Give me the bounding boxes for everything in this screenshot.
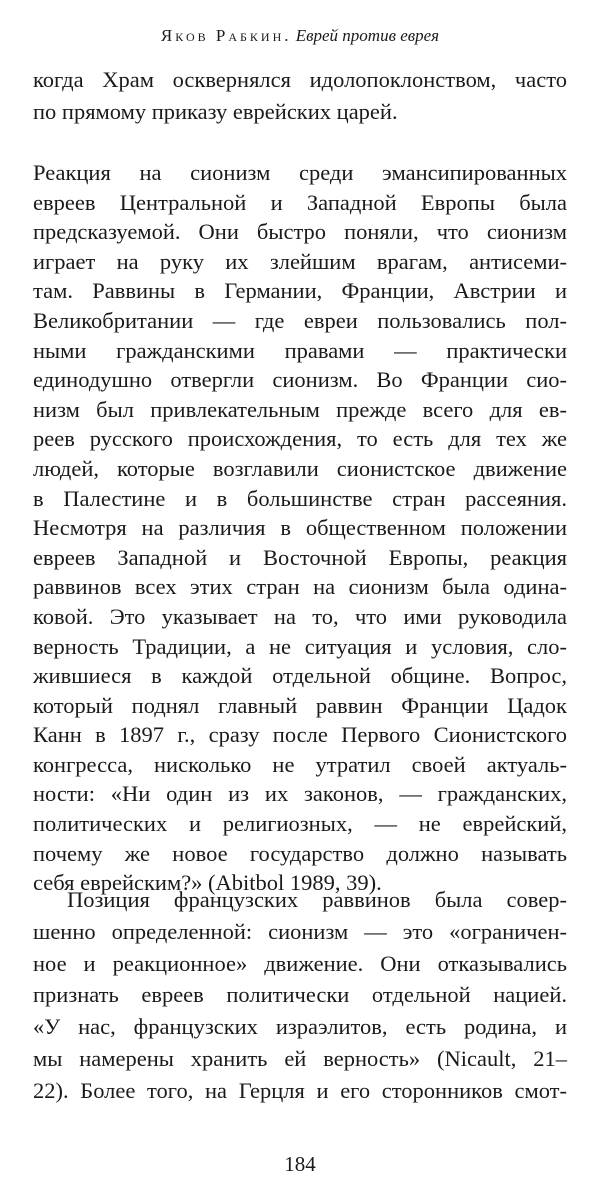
text-line: Реакция на сионизм среди эмансипированных [33,160,567,185]
text-line: «У нас, французских израэлитов, есть родина, и [33,1014,567,1040]
text-line: верность Традиции, а не ситуация и условия, сло- [33,633,567,659]
text-line: политических и религиозных, — не еврейский, [33,811,567,837]
text-line: играет на руку их злейшим врагам, антисеми- [33,248,567,274]
paragraph-1 [33,64,567,128]
text-line: когда Храм осквернялся идолопоклонством, часто [33,67,567,92]
text-line: евреев Центральной и Западной Европы была [33,189,567,215]
paragraph-3 [33,884,567,1107]
paragraph-2 [33,158,567,898]
text-line: Великобритании — где евреи пользовались пол- [33,307,567,333]
text-line: 22). Более того, на Герцля и его сторонников смот- [33,1077,567,1103]
text-line: Несмотря на различия в общественном положении [33,515,567,541]
text-line: предсказуемой. Они быстро поняли, что сионизм [33,219,567,245]
text-line: почему же новое государство должно называть [33,840,567,866]
text-line: шенно определенной: сионизм — это «ограничен- [33,918,567,944]
text-line: людей, которые возглавили сионистское движение [33,455,567,481]
text-line: Позиция французских раввинов была совер- [67,887,567,912]
text-line: себя еврейским?» (Abitbol 1989, 39). [33,870,382,896]
text-line: евреев Западной и Восточной Европы, реакция [33,544,567,570]
page-number: 184 [284,1152,316,1176]
text-line: раввинов всех этих стран на сионизм была одина- [33,574,567,600]
text-line: Канн в 1897 г., сразу после Первого Сионистского [33,722,567,748]
text-line: ное и реакционное» движение. Они отказывались [33,950,567,976]
text-line: ности: «Ни один из их законов, — гражданских, [33,781,567,807]
text-line: признать евреев политически отдельной нацией. [33,982,567,1008]
text-line: в Палестине и в большинстве стран рассеяния. [33,485,567,511]
text-line: жившиеся в каждой отдельной общине. Вопрос, [33,663,567,689]
text-line: ными гражданскими правами — практически [33,337,567,363]
text-line: единодушно отвергли сионизм. Во Франции сио- [33,367,567,393]
text-line: там. Раввины в Германии, Франции, Австрии и [33,278,567,304]
text-line: конгресса, нисколько не утратил своей актуаль- [33,751,567,777]
text-line: который поднял главный раввин Франции Цадок [33,692,567,718]
text-line: реев русского происхождения, то есть для тех же [33,426,567,452]
header-title: Еврей против еврея [295,26,440,45]
text-line: низм был привлекательным прежде всего для ев- [33,396,567,422]
header-author: Яков Рабкин. [160,26,292,45]
text-line: по прямому приказу еврейских царей. [33,99,398,124]
text-line: ковой. Это указывает на то, что ими руководила [33,603,567,629]
text-line: мы намерены хранить ей верность» (Nicault, 21– [33,1045,567,1071]
running-header [0,26,600,46]
